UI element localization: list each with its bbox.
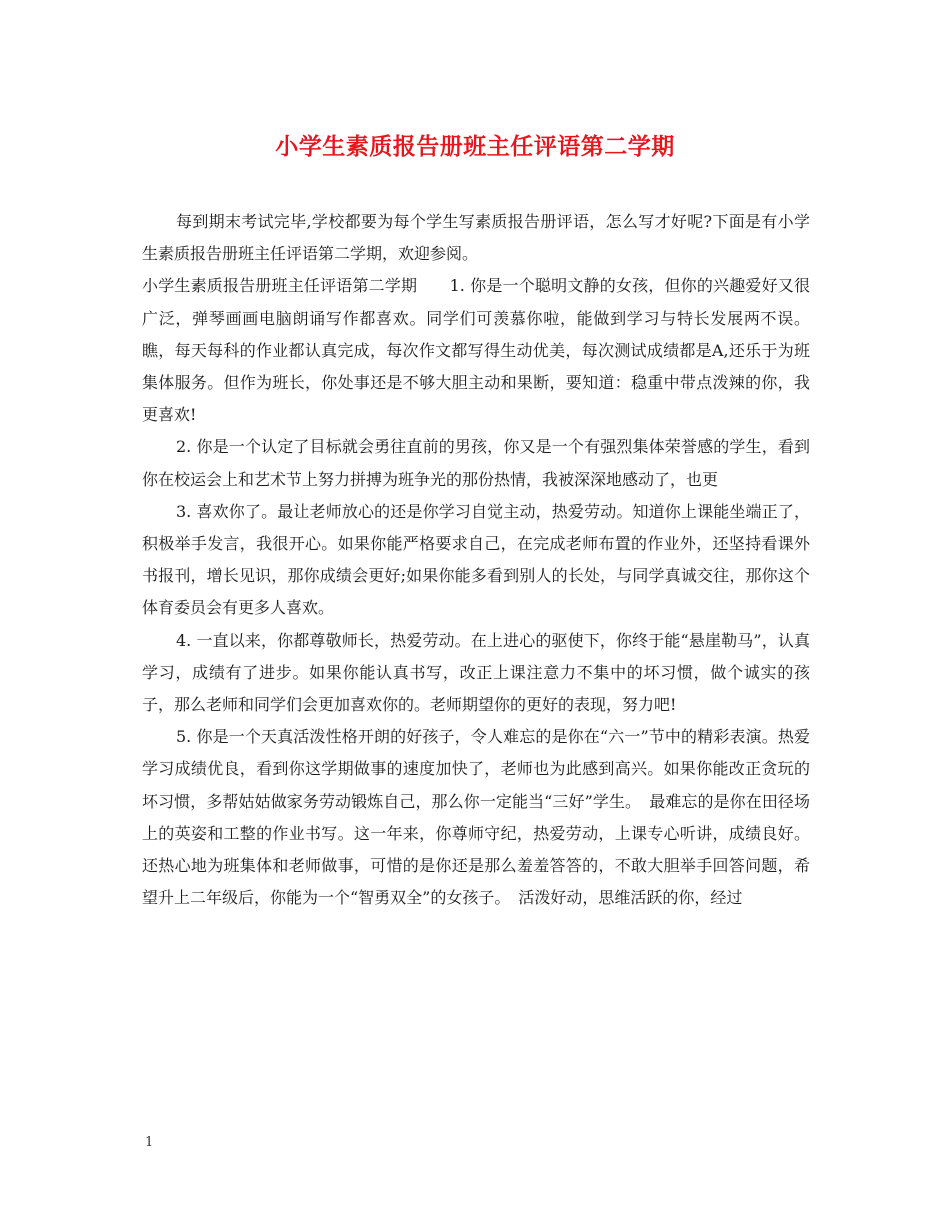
paragraph-3: 3. 喜欢你了。最让老师放心的还是你学习自觉主动，热爱劳动。知道你上课能坐端正了，积极举手发言，我很开心。如果你能严格要求自己，在完成老师布置的作业外，还坚持看课外书报刊，增长见识，那你成绩会更好;如果你能多看到别人的长处，与同学真诚交往，那你这个体育委员会有更多人喜欢。 bbox=[142, 501, 810, 618]
paragraph-1: 小学生素质报告册班主任评语第二学期 1. 你是一个聪明文静的女孩，但你的兴趣爱好又很广泛，弹琴画画电脑朗诵写作都喜欢。同学们可羡慕你啦，能做到学习与特长发展两不误。瞧，每天每科的作业都认真完成，每次作文都写得生动优美，每次测试成绩都是A,还乐于为班集体服务。但作为班长，你处事还是不够大胆主动和果断，要知道：稳重中带点泼辣的你，我更喜欢! bbox=[142, 276, 810, 425]
paragraph-5: 5. 你是一个天真活泼性格开朗的好孩子，令人难忘的是你在“六一”节中的精彩表演。热爱学习成绩优良，看到你这学期做事的速度加快了，老师也为此感到高兴。如果你能改正贪玩的坏习惯，多帮姑姑做家务劳动锻炼自己，那么你一定能当“三好”学生。 最难忘的是你在田径场上的英姿和工整的作业书写。这一年来，你尊师守纪，热爱劳动，上课专心听讲，成绩良好。还热心地为班集体和老师做事，可惜的是你还是那么羞羞答答的，不敢大胆举手回答问题，希望升上二年级后，你能为一个“智勇双全”的女孩子。 活泼好动，思维活跃的你，经过 bbox=[142, 727, 810, 908]
paragraph-4: 4. 一直以来，你都尊敬师长，热爱劳动。在上进心的驱使下，你终于能“悬崖勒马”，认真学习，成绩有了进步。如果你能认真书写，改正上课注意力不集中的坏习惯，做个诚实的孩子，那么老师和同学们会更加喜欢你的。老师期望你的更好的表现，努力吧! bbox=[142, 630, 810, 715]
page-number: 1 bbox=[145, 1135, 154, 1150]
document-title: 小学生素质报告册班主任评语第二学期 bbox=[275, 133, 675, 160]
intro-paragraph: 每到期末考试完毕,学校都要为每个学生写素质报告册评语，怎么写才好呢?下面是有小学生素质报告册班主任评语第二学期，欢迎参阅。 bbox=[142, 212, 810, 264]
document-body bbox=[142, 206, 810, 914]
paragraph-2: 2. 你是一个认定了目标就会勇往直前的男孩，你又是一个有强烈集体荣誉感的学生，看到你在校运会上和艺术节上努力拼搏为班争光的那份热情，我被深深地感动了，也更 bbox=[142, 437, 810, 489]
